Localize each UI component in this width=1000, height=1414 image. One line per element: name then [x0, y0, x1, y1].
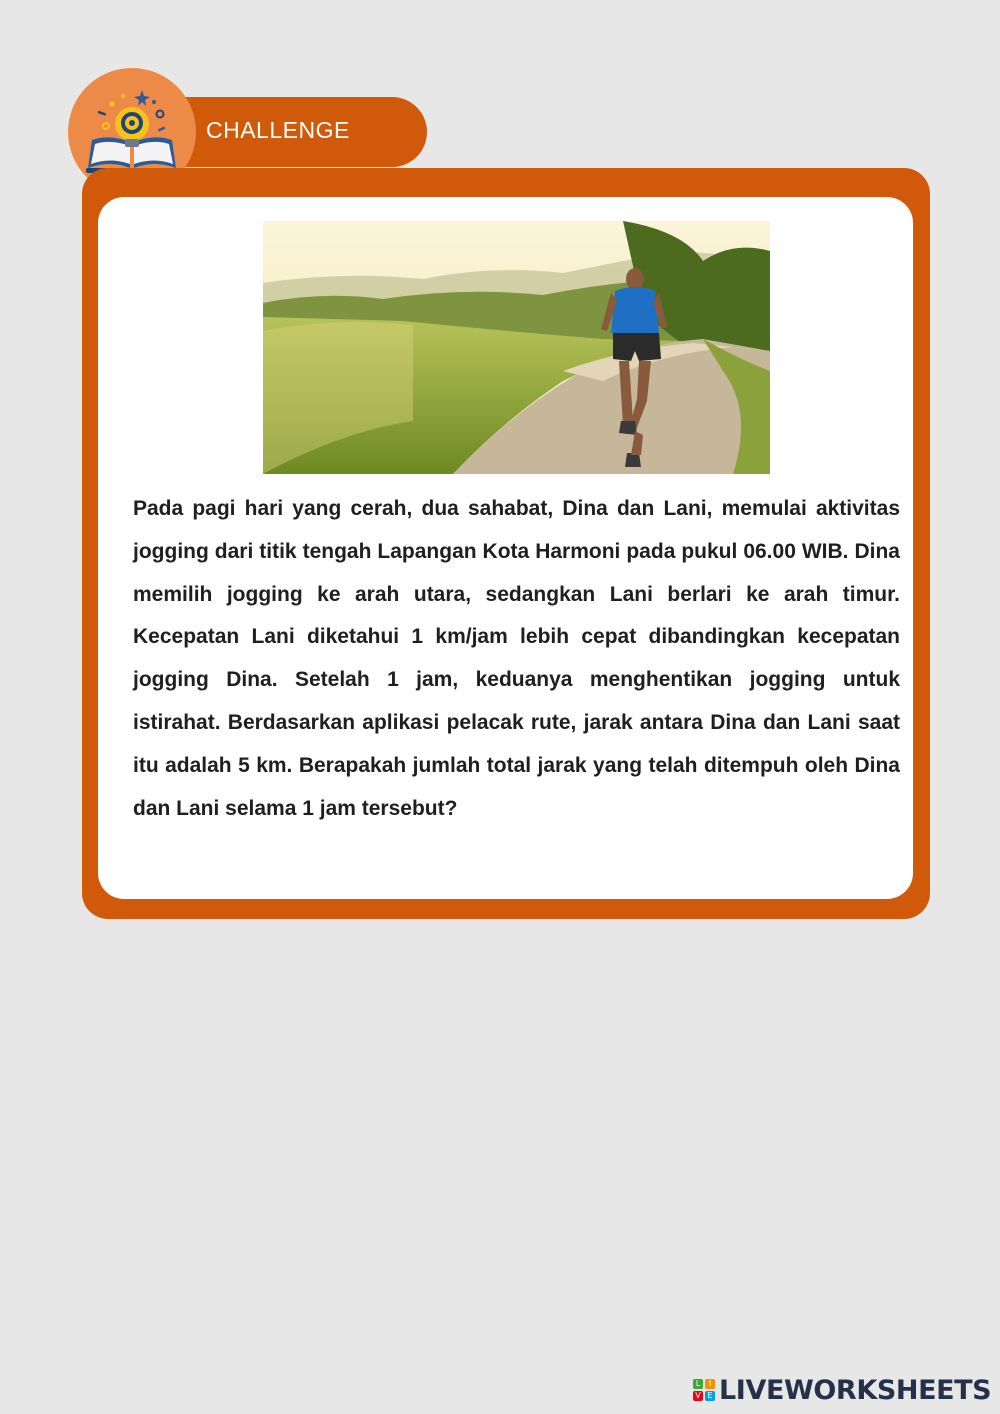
mark-letter: E [705, 1391, 715, 1401]
liveworksheets-brand: LIVEWORKSHEETS [719, 1374, 992, 1406]
runner-photo [263, 221, 770, 474]
mark-letter: I [705, 1379, 715, 1389]
mark-letter: V [693, 1391, 703, 1401]
challenge-text: Pada pagi hari yang cerah, dua sahabat, Dina dan Lani, memulai aktivitas jogging dari titik tengah Lapangan Kota Harmoni pada pukul 06.00 WIB. Dina memilih jogging ke arah utara, sedangkan Lani berlari ke arah timur. Kecepatan Lani diketahui 1 km/jam lebih cepat dibandingkan kecepatan jogging Dina. Setelah 1 jam, keduanya menghentikan jogging untuk istirahat. Berdasarkan aplikasi pelacak rute, jarak antara Dina dan Lani saat itu adalah 5 km. Berapakah jumlah total jarak yang telah ditempuh oleh Dina dan Lani selama 1 jam tersebut? [133, 497, 900, 820]
mark-letter: L [693, 1379, 703, 1389]
liveworksheets-logo [693, 1374, 991, 1406]
challenge-title: CHALLENGE [206, 117, 350, 143]
liveworksheets-mark-icon [693, 1379, 715, 1401]
